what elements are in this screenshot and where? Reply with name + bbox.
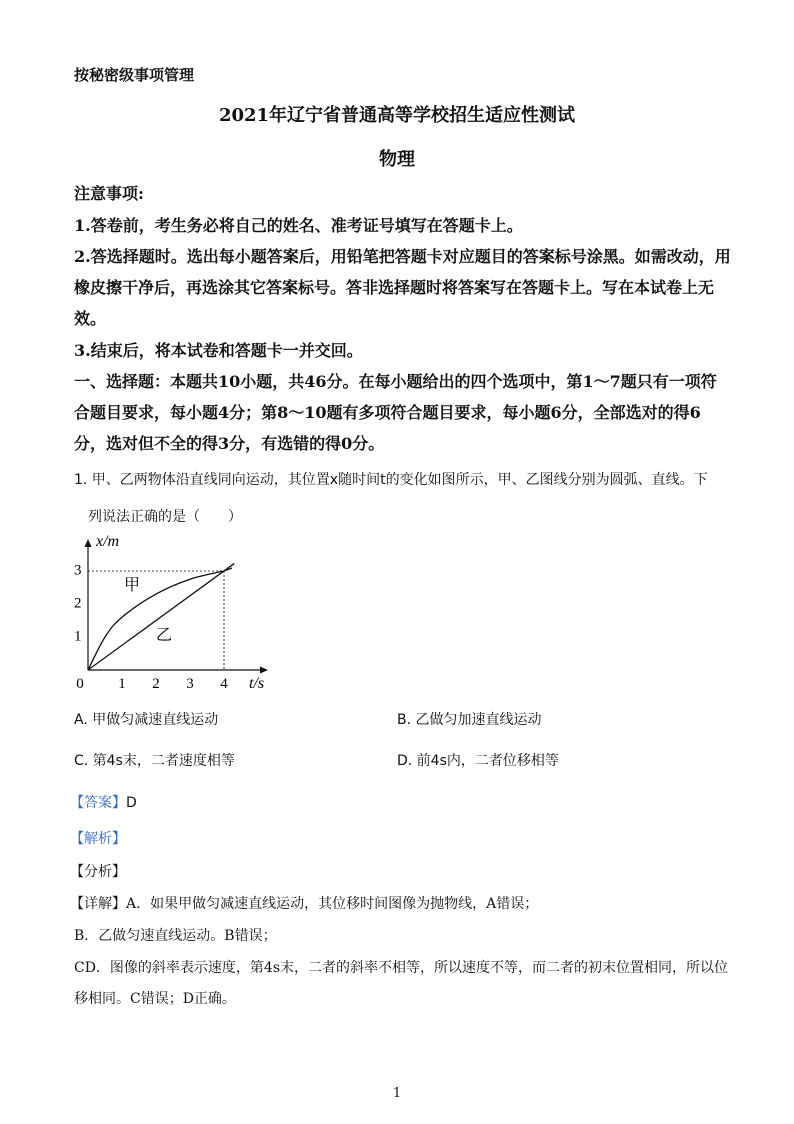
section-1-line-1: 一、选择题：本题共10小题，共46分。在每小题给出的四个选项中，第1～7题只有一项符 <box>74 372 717 391</box>
x-axis-arrow <box>260 667 268 674</box>
page-number: 1 <box>392 1086 402 1101</box>
curve-label-jia: 甲 <box>124 577 141 594</box>
detail-text-1: A．如果甲做匀减速直线运动，其位移时间图像为抛物线，A错误； <box>126 896 539 912</box>
x-tick-2: 2 <box>152 676 160 692</box>
instruction-item-2-line-2: 橡皮擦干净后，再选涂其它答案标号。答非选择题时将答案写在答题卡上。写在本试卷上无 <box>74 278 715 297</box>
x-tick-4: 4 <box>220 676 228 692</box>
detail-tag: 【详解】 <box>70 896 126 912</box>
detail-line-4: 移相同。C错误；D正确。 <box>74 991 236 1007</box>
instruction-item-3: 3.结束后，将本试卷和答题卡一并交回。 <box>74 341 363 360</box>
answer-tag: 【答案】 <box>70 795 126 811</box>
series-yi-line <box>88 564 234 670</box>
y-tick-1: 1 <box>74 628 82 645</box>
y-axis-arrow <box>85 539 92 547</box>
instruction-item-1: 1.答卷前，考生务必将自己的姓名、准考证号填写在答题卡上。 <box>74 216 523 235</box>
option-d: D. 前4s内，二者位移相等 <box>397 753 559 769</box>
position-time-graph <box>68 530 288 695</box>
y-axis-label: x/m <box>96 533 120 550</box>
detail-line-3: CD．图像的斜率表示速度，第4s末，二者的斜率不相等，所以速度不等，而二者的初末位置相同，所以位 <box>74 960 729 976</box>
option-c: C. 第4s末，二者速度相等 <box>74 753 235 769</box>
analysis-tag: 【解析】 <box>70 831 126 847</box>
x-tick-0: 0 <box>76 676 84 692</box>
y-tick-2: 2 <box>74 595 82 612</box>
question-1-stem-line-2: 列说法正确的是（ ） <box>88 509 242 525</box>
instructions-heading: 注意事项: <box>74 184 144 203</box>
instruction-item-2-line-3: 效。 <box>74 309 107 328</box>
answer-line <box>70 792 137 812</box>
answer-value: D <box>126 795 137 811</box>
detail-line-1 <box>70 893 538 913</box>
section-1-line-3: 分，选对但不全的得3分，有选错的得0分。 <box>74 434 385 453</box>
fenxi-tag: 【分析】 <box>70 864 126 880</box>
option-b: B. 乙做匀加速直线运动 <box>397 712 542 728</box>
question-1-stem-line-1: 1. 甲、乙两物体沿直线同向运动，其位置x随时间t的变化如图所示，甲、乙图线分别为圆弧、直线。下 <box>74 472 708 488</box>
option-a: A. 甲做匀减速直线运动 <box>74 712 219 728</box>
exam-subject: 物理 <box>379 149 415 170</box>
detail-line-2: B．乙做匀速直线运动。B错误； <box>74 928 277 944</box>
y-tick-3: 3 <box>74 562 82 579</box>
section-1-line-2: 合题目要求，每小题4分；第8～10题有多项符合题目要求，每小题6分，全部选对的得6 <box>74 403 701 422</box>
confidentiality-notice: 按秘密级事项管理 <box>74 66 195 84</box>
instruction-item-2-line-1: 2.答选择题时。选出每小题答案后，用铅笔把答题卡对应题目的答案标号涂黑。如需改动，用 <box>74 247 731 266</box>
x-tick-3: 3 <box>186 676 194 692</box>
curve-label-yi: 乙 <box>156 627 173 644</box>
x-tick-1: 1 <box>118 676 126 692</box>
x-axis-label: t/s <box>249 675 265 692</box>
exam-title: 2021年辽宁省普通高等学校招生适应性测试 <box>218 105 576 126</box>
